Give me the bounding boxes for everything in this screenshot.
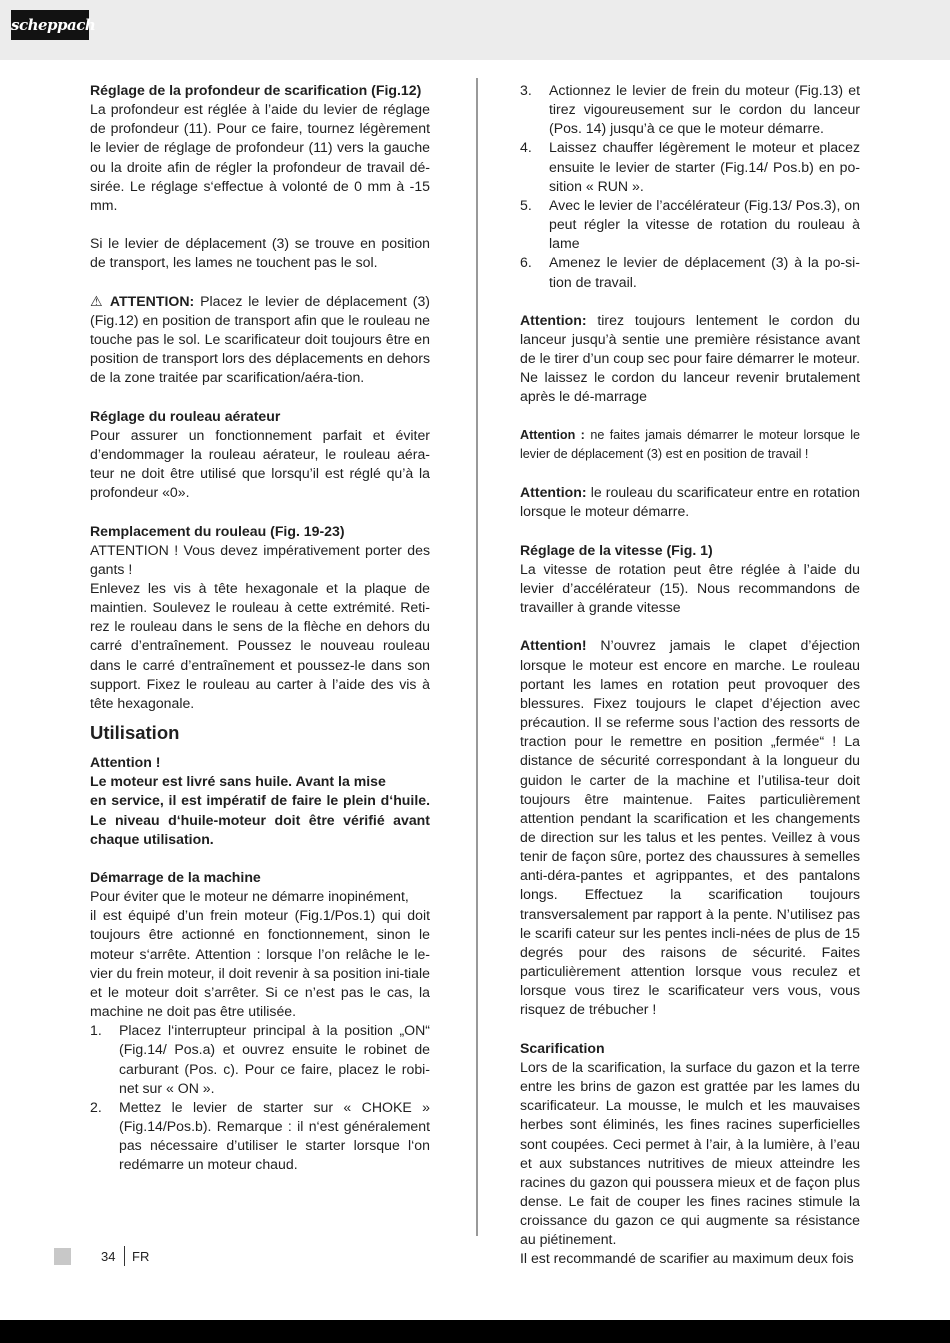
step-text: Mettez le levier de starter sur « CHOKE » (Fig.14/Pos.b). Remarque : il n‘est généralement pas nécessaire d’utiliser le starter lorsque l‘on redémarre un moteur chaud. xyxy=(119,1098,430,1173)
attention-text: N’ouvrez jamais le clapet d’éjection lorsque le moteur est encore en marche. Le rouleau portant les lames en rotation peut provoquer des blessures. Fixez toujours le clapet d’éjection avec précaution. Il se referme sous l’action des ressorts de traction pour le remettre en position „fermée“ ! La distance de sécurité correspondant à la longueur du guidon le carter de la machine et l’utilisa-teur doit toujours être maintenue. Faites particulièrement attention pendant la scarification et les changements de direction sur les talus et les pentes. Veillez à vous tenir de façon sûre, portez des chaussures à semelles anti-déra-pantes et agrippantes, et des pantalons longs. Effectuez la scarification toujours transversalement par rapport à la pente. N’utilisez pas le scarifi cateur sur les pentes incli-nées de plus de 15 degrés pour des raisons de sécurité. Faites particulièrement attention lorsque vous reculez et lorsque vous tirez le scarificateur vers vous, vous risquez de trébucher ! xyxy=(520,637,860,1018)
attention-text: ne faites jamais démarrer le moteur lorsque le levier de déplacement (3) est en position de travail ! xyxy=(520,427,861,461)
footer-marker xyxy=(54,1248,71,1265)
list-item xyxy=(520,81,860,138)
paragraph-speed-adjust: La vitesse de rotation peut être réglée à l’aide du levier d’accélérateur (15). Nous recommandons de travailler à grande vitesse xyxy=(520,560,860,616)
step-number: 5. xyxy=(520,196,532,213)
step-text: Placez l‘interrupteur principal à la position „ON“ (Fig.14/ Pos.a) et ouvrez ensuite le robinet de carburant (Pos. c). Pour ce faire, placez le robi-net sur « ON ». xyxy=(119,1022,430,1096)
paragraph-start: il est équipé d’un frein moteur (Fig.1/Pos.1) qui doit toujours être actionné en fonctionnement, sinon le moteur s‘arrête. Attention : lorsque l’on relâche le le-vier du frein moteur, il doit revenir à sa position ini-tiale et le moteur doit s’arrêter. Si ce n’est pas le cas, la machine ne doit pas être utilisée. xyxy=(90,907,430,1020)
step-text: Laissez chauffer légèrement le moteur et placez ensuite le levier de starter (Fig.14/ Pos.b) en po-sition « RUN ». xyxy=(549,139,860,194)
heading-aerator-roller: Réglage du rouleau aérateur xyxy=(90,407,281,424)
heading-speed-adjust: Réglage de la vitesse (Fig. 1) xyxy=(520,541,713,558)
paragraph-aerator-roller: Pour assurer un fonctionnement parfait et éviter d’endommager la rouleau aérateur, le rouleau aéra-teur ne doit être utilisé que lorsqu’il est réglé qu’à la profondeur «0». xyxy=(90,426,430,501)
attention-line-2: en service, il est impératif de faire le plein d‘huile. Le niveau d‘huile-moteur doit être vérifié avant chaque utilisation. xyxy=(90,792,430,847)
paragraph-transport-position: Si le levier de déplacement (3) se trouve en position de transport, les lames ne touchent pas le sol. xyxy=(90,235,430,271)
paragraph-gloves-warning: ATTENTION ! Vous devez impérativement porter des gants ! xyxy=(90,541,430,577)
attention-text: tirez toujours lentement le cordon du lanceur jusqu’à sentie une première résistance avant de le tirer d’un coup sec pour faire démarrer le moteur. Ne laissez le cordon du lanceur revenir brutalement après le dé-marrage xyxy=(520,311,860,405)
left-column xyxy=(90,81,430,1175)
scheppach-logo: scheppach xyxy=(11,10,89,40)
step-number: 4. xyxy=(520,139,532,156)
start-steps-list xyxy=(90,1021,430,1174)
attention-label: Attention! xyxy=(520,637,587,654)
paragraph-attention-lever xyxy=(520,426,860,464)
footer-separator xyxy=(124,1246,125,1266)
attention-line-1: Le moteur est livré sans huile. Avant la mise xyxy=(90,773,386,790)
step-text: Actionnez le levier de frein du moteur (Fig.13) et tirez vigoureusement sur le cordon du lanceur (Pos. 14) jusqu’à ce que le moteur démarre. xyxy=(549,82,860,137)
attention-text: le rouleau du scarificateur entre en rotation lorsque le moteur démarre. xyxy=(520,484,860,520)
page-language: FR xyxy=(132,1249,150,1264)
step-number: 3. xyxy=(520,82,532,98)
list-item xyxy=(90,1098,430,1175)
step-number: 2. xyxy=(90,1098,102,1115)
warning-text: Placez le levier de déplacement (3) (Fig.12) en position de transport afin que le rouleau ne touche pas le sol. Le scarificateur doit toujours être en position de transport lors des déplacements en dehors de la zone traitée par scarification/aéra-tion. xyxy=(90,292,430,386)
attention-label: Attention: xyxy=(520,484,587,501)
bottom-bar xyxy=(0,1320,950,1343)
step-text: Avec le levier de l’accélérateur (Fig.13/ Pos.3), on peut régler la vitesse de rotation du rouleau à lame xyxy=(549,196,860,252)
paragraph-scarification-2: Il est recommandé de scarifier au maximum deux fois xyxy=(520,1250,854,1267)
attention-label: Attention: xyxy=(520,311,587,328)
paragraph-scarification: Lors de la scarification, la surface du gazon et la terre entre les brins de gazon est grattée par les lames du scarificateur. La mousse, le mulch et les mauvaises herbes sont éliminés, les fines racines superficielles sont coupées. Ceci permet à l’air, à la lumière, à l’eau et aux substances nutritives de mieux atteindre les racines du gazon qui poussera mieux et de façon plus dense. Le fait de couper les fines racines stimule la croissance du gazon ce qui augmente sa résistance au piétinement. xyxy=(520,1058,860,1248)
paragraph-attention-cord xyxy=(520,311,860,407)
heading-scarification: Scarification xyxy=(520,1039,605,1056)
attention-label: Attention : xyxy=(520,427,585,442)
heading-machine-start: Démarrage de la machine xyxy=(90,869,261,886)
paragraph-attention-ejection xyxy=(520,636,860,1019)
page-number: 34 xyxy=(101,1249,116,1264)
step-number: 1. xyxy=(90,1022,102,1039)
list-item xyxy=(520,253,860,291)
list-item xyxy=(520,196,860,253)
step-text: Amenez le levier de déplacement (3) à la po-si-tion de travail. xyxy=(549,254,860,290)
right-column xyxy=(520,81,860,1269)
paragraph-start-line-1: Pour éviter que le moteur ne démarre inopinément, xyxy=(90,888,409,905)
start-steps-list-continued xyxy=(520,81,860,292)
paragraph-roller-replacement: Enlevez les vis à tête hexagonale et la plaque de maintien. Soulevez le rouleau à cette extrémité. Reti-rez le rouleau dans le sens de la flèche en dehors du carré d’entraînement. Poussez le nouveau rouleau dans le carré d’entraînement et poussez-le dans son support. Fixez le rouleau au carter à l’aide des vis à tête hexagonale. xyxy=(90,580,430,711)
paragraph-depth-adjust: La profondeur est réglée à l’aide du levier de réglage de profondeur (11). Pour ce faire, tournez légèrement le levier de réglage de profondeur (11) vers la gauche ou la droite afin de régler la profondeur de travail dé-sirée. Le réglage s‘effectue à volonté de 0 mm à -15 mm. xyxy=(90,101,430,213)
column-divider xyxy=(476,78,478,1236)
list-item xyxy=(520,138,860,195)
paragraph-attention-rotation xyxy=(520,483,860,521)
step-number: 6. xyxy=(520,254,532,271)
page-header xyxy=(0,0,950,60)
warning-label: ⚠ ATTENTION: xyxy=(90,292,195,309)
section-title-utilisation: Utilisation xyxy=(90,722,180,744)
list-item xyxy=(90,1021,430,1098)
heading-attention: Attention ! xyxy=(90,754,161,771)
paragraph-warning xyxy=(90,292,430,388)
heading-depth-adjust: Réglage de la profondeur de scarification (Fig.12) xyxy=(90,82,422,98)
heading-roller-replacement: Remplacement du rouleau (Fig. 19-23) xyxy=(90,522,345,539)
